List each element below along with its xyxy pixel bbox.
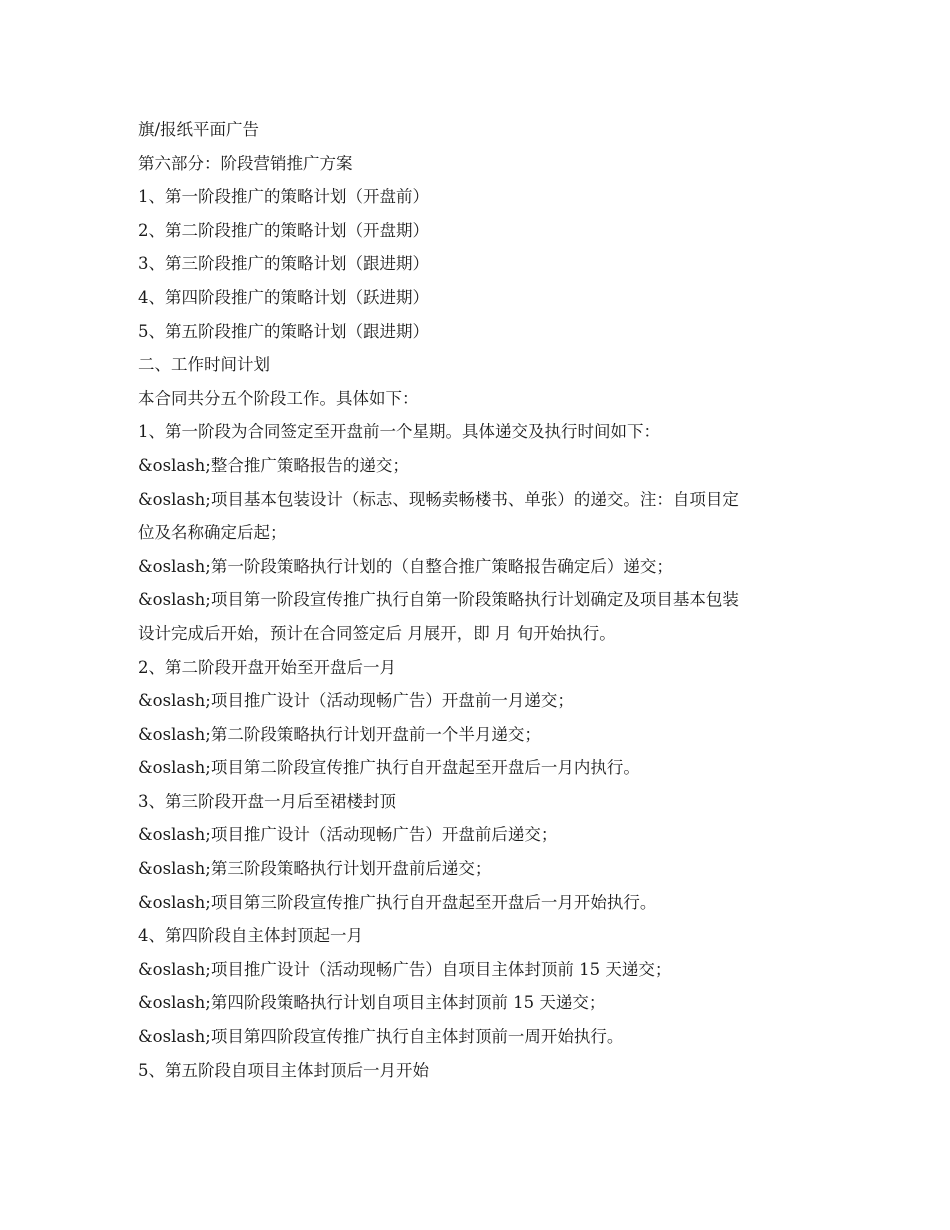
bullet-item: &oslash;项目推广设计（活动现畅广告）自项目主体封顶前 15 天递交； — [138, 959, 672, 979]
list-item: 5、第五阶段自项目主体封顶后一月开始 — [138, 1060, 429, 1080]
list-item: 1、第一阶段为合同签定至开盘前一个星期。具体递交及执行时间如下： — [138, 422, 660, 442]
list-item: 4、第四阶段推广的策略计划（跃进期） — [138, 287, 429, 307]
text-line: 位及名称确定后起； — [138, 523, 287, 543]
bullet-item: &oslash;项目第二阶段宣传推广执行自开盘起至开盘后一月内执行。 — [138, 758, 640, 778]
section-heading: 第六部分：阶段营销推广方案 — [138, 153, 353, 173]
bullet-item: &oslash;项目基本包装设计（标志、现畅卖畅楼书、单张）的递交。注：自项目定 — [138, 489, 739, 509]
bullet-item: &oslash;第四阶段策略执行计划自项目主体封顶前 15 天递交； — [138, 993, 606, 1013]
document-body — [138, 113, 818, 1087]
bullet-item: &oslash;项目第一阶段宣传推广执行自第一阶段策略执行计划确定及项目基本包装 — [138, 590, 739, 610]
list-item: 3、第三阶段推广的策略计划（跟进期） — [138, 254, 429, 274]
list-item: 5、第五阶段推广的策略计划（跟进期） — [138, 321, 429, 341]
bullet-item: &oslash;项目推广设计（活动现畅广告）开盘前一月递交； — [138, 691, 574, 711]
bullet-item: &oslash;项目推广设计（活动现畅广告）开盘前后递交； — [138, 825, 558, 845]
bullet-item: &oslash;第三阶段策略执行计划开盘前后递交； — [138, 859, 492, 879]
list-item: 2、第二阶段开盘开始至开盘后一月 — [138, 657, 396, 677]
text-line: 旗/报纸平面广告 — [138, 120, 260, 139]
text-line: 设计完成后开始，预计在合同签定后 月展开，即 月 旬开始执行。 — [138, 623, 616, 643]
bullet-item: &oslash;项目第三阶段宣传推广执行自开盘起至开盘后一月开始执行。 — [138, 892, 657, 912]
section-heading: 二、工作时间计划 — [138, 355, 270, 375]
bullet-item: &oslash;第一阶段策略执行计划的（自整合推广策略报告确定后）递交； — [138, 556, 673, 576]
list-item: 4、第四阶段自主体封顶起一月 — [138, 926, 363, 946]
bullet-item: &oslash;整合推广策略报告的递交； — [138, 455, 409, 475]
list-item: 1、第一阶段推广的策略计划（开盘前） — [138, 187, 429, 207]
bullet-item: &oslash;第二阶段策略执行计划开盘前一个半月递交； — [138, 724, 541, 744]
bullet-item: &oslash;项目第四阶段宣传推广执行自主体封顶前一周开始执行。 — [138, 1027, 624, 1047]
text-line: 本合同共分五个阶段工作。具体如下： — [138, 388, 419, 408]
list-item: 2、第二阶段推广的策略计划（开盘期） — [138, 220, 429, 240]
list-item: 3、第三阶段开盘一月后至裙楼封顶 — [138, 791, 396, 811]
